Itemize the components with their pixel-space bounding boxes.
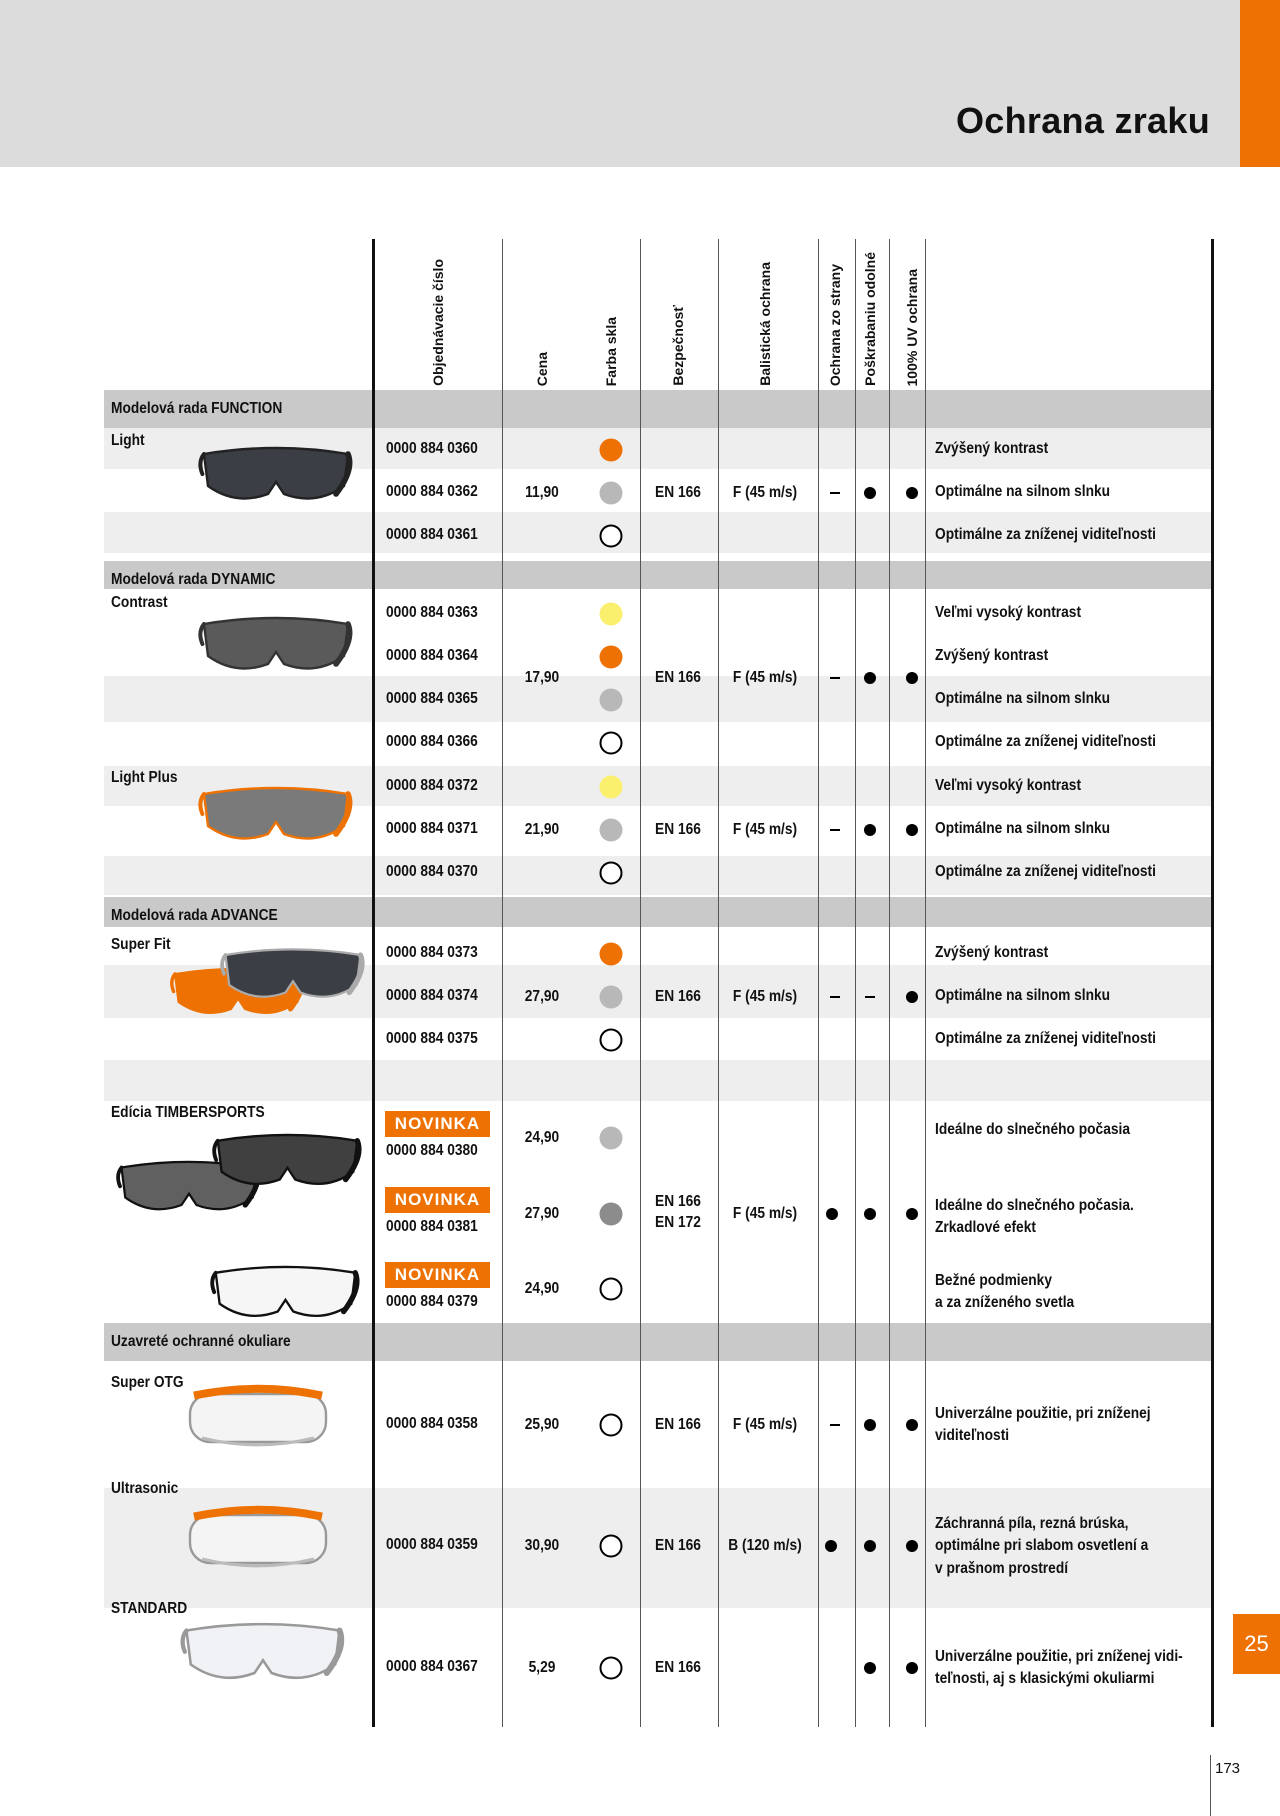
variant-description: Optimálne na silnom slnku bbox=[935, 483, 1111, 500]
novinka-badge: NOVINKA bbox=[385, 1111, 490, 1137]
column-header-label: Farba skla bbox=[603, 316, 619, 386]
safety-standard: EN 166 bbox=[655, 1659, 701, 1676]
lens-color-clear bbox=[600, 1414, 623, 1437]
feature-bullet bbox=[906, 1208, 918, 1220]
lens-color-gray bbox=[600, 986, 623, 1009]
order-number: 0000 884 0380 bbox=[386, 1142, 478, 1159]
feature-bullet bbox=[906, 991, 918, 1003]
page-title: Ochrana zraku bbox=[955, 100, 1210, 141]
order-number: 0000 884 0373 bbox=[386, 944, 478, 961]
lens-color-clear bbox=[600, 1278, 623, 1301]
glasses-timbersports-clear-image bbox=[208, 1252, 363, 1340]
product-name: Contrast bbox=[111, 594, 168, 611]
variant-description: Optimálne za zníženej viditeľnosti bbox=[935, 863, 1156, 880]
feature-dash bbox=[830, 677, 840, 679]
column-header bbox=[670, 305, 686, 386]
page-number-divider bbox=[1210, 1755, 1211, 1816]
order-number: 0000 884 0374 bbox=[386, 987, 478, 1004]
column-header-label: Balistická ochrana bbox=[757, 262, 773, 386]
lens-color-clear bbox=[600, 732, 623, 755]
feature-bullet bbox=[825, 1540, 837, 1552]
feature-bullet bbox=[864, 824, 876, 836]
safety-standard: EN 166 EN 172 bbox=[655, 1193, 701, 1231]
feature-bullet bbox=[864, 1419, 876, 1431]
column-header bbox=[827, 264, 843, 386]
column-rule bbox=[925, 239, 926, 1727]
price: 21,90 bbox=[524, 821, 560, 838]
variant-description: Zvýšený kontrast bbox=[935, 440, 1049, 457]
lens-color-yellow bbox=[600, 603, 623, 626]
variant-description: Zvýšený kontrast bbox=[935, 647, 1049, 664]
product-name: Light Plus bbox=[111, 769, 178, 786]
lens-color-darkgray bbox=[600, 1203, 623, 1226]
feature-bullet bbox=[906, 1419, 918, 1431]
order-number: 0000 884 0381 bbox=[386, 1218, 478, 1235]
order-number: 0000 884 0360 bbox=[386, 440, 478, 457]
column-header-label: 100% UV ochrana bbox=[904, 268, 920, 386]
column-rule bbox=[818, 239, 819, 1727]
column-header-label: Cena bbox=[534, 351, 550, 386]
order-number: 0000 884 0366 bbox=[386, 733, 478, 750]
lens-color-yellow bbox=[600, 776, 623, 799]
product-name: Edícia TIMBERSPORTS bbox=[111, 1104, 265, 1121]
order-number: 0000 884 0365 bbox=[386, 690, 478, 707]
order-number: 0000 884 0362 bbox=[386, 483, 478, 500]
price: 27,90 bbox=[524, 1205, 560, 1222]
lens-color-orange bbox=[600, 943, 623, 966]
price: 5,29 bbox=[528, 1659, 556, 1676]
ballistic-protection: F (45 m/s) bbox=[732, 988, 798, 1005]
glasses-standard-image bbox=[178, 1610, 348, 1702]
variant-description: Bežné podmienky a za zníženého svetla bbox=[935, 1272, 1075, 1312]
variant-description: Optimálne na silnom slnku bbox=[935, 820, 1111, 837]
column-header-label: Bezpečnosť bbox=[670, 305, 686, 386]
glasses-super-fit-gray-image bbox=[218, 930, 368, 1025]
variant-description: Optimálne za zníženej viditeľnosti bbox=[935, 526, 1156, 543]
column-headers bbox=[0, 232, 1280, 392]
feature-dash bbox=[865, 996, 875, 998]
zebra-row bbox=[104, 1060, 1212, 1101]
column-rule bbox=[855, 239, 856, 1727]
column-rule bbox=[1211, 239, 1214, 1727]
product-name: Light bbox=[111, 432, 145, 449]
product-description: Univerzálne použitie, pri zníženej vidi- teľnosti, aj s klasickými okuliarmi bbox=[935, 1648, 1183, 1688]
product-description: Záchranná píla, rezná brúska, optimálne pri slabom osvetlení a v prašnom prostredí bbox=[935, 1515, 1149, 1577]
lens-color-gray bbox=[600, 689, 623, 712]
glasses-timbersports-dark-image bbox=[210, 1120, 365, 1208]
column-header bbox=[534, 352, 550, 386]
order-number: 0000 884 0364 bbox=[386, 647, 478, 664]
order-number: 0000 884 0370 bbox=[386, 863, 478, 880]
product-name: Ultrasonic bbox=[111, 1480, 179, 1497]
lens-color-clear bbox=[600, 525, 623, 548]
product-name: Super Fit bbox=[111, 936, 171, 953]
product-description: Univerzálne použitie, pri zníženej viditeľnosti bbox=[935, 1405, 1151, 1445]
feature-bullet bbox=[906, 1662, 918, 1674]
order-number: 0000 884 0358 bbox=[386, 1415, 478, 1432]
feature-dash bbox=[830, 829, 840, 831]
safety-standard: EN 166 bbox=[655, 1537, 701, 1554]
order-number: 0000 884 0361 bbox=[386, 526, 478, 543]
section-number-badge: 25 bbox=[1233, 1614, 1280, 1674]
price: 17,90 bbox=[524, 669, 560, 686]
ballistic-protection: F (45 m/s) bbox=[732, 669, 798, 686]
goggles-ultrasonic-image bbox=[178, 1494, 338, 1584]
safety-standard: EN 166 bbox=[655, 1416, 701, 1433]
column-rule bbox=[889, 239, 890, 1727]
column-rule bbox=[502, 239, 503, 1727]
feature-bullet bbox=[864, 1208, 876, 1220]
feature-bullet bbox=[864, 1662, 876, 1674]
ballistic-protection: F (45 m/s) bbox=[732, 1416, 798, 1433]
feature-bullet bbox=[906, 1540, 918, 1552]
column-header-label: Ochrana zo strany bbox=[827, 263, 843, 386]
product-name: Super OTG bbox=[111, 1374, 184, 1391]
order-number: 0000 884 0379 bbox=[386, 1293, 478, 1310]
section-title: Modelová rada DYNAMIC bbox=[111, 571, 276, 588]
column-header bbox=[430, 259, 446, 386]
goggles-super-otg-image bbox=[178, 1373, 338, 1463]
order-number: 0000 884 0371 bbox=[386, 820, 478, 837]
variant-description: Veľmi vysoký kontrast bbox=[935, 604, 1082, 621]
glasses-contrast-image bbox=[196, 604, 356, 692]
variant-description: Optimálne na silnom slnku bbox=[935, 690, 1111, 707]
glasses-light-image bbox=[196, 438, 356, 518]
column-rule bbox=[372, 239, 375, 1727]
feature-bullet bbox=[864, 487, 876, 499]
feature-bullet bbox=[906, 672, 918, 684]
price: 25,90 bbox=[524, 1416, 560, 1433]
variant-description: Veľmi vysoký kontrast bbox=[935, 777, 1082, 794]
variant-description: Optimálne na silnom slnku bbox=[935, 987, 1111, 1004]
feature-bullet bbox=[906, 487, 918, 499]
safety-standard: EN 166 bbox=[655, 484, 701, 501]
lens-color-clear bbox=[600, 1029, 623, 1052]
product-name: STANDARD bbox=[111, 1600, 188, 1617]
column-header bbox=[862, 252, 878, 386]
price: 27,90 bbox=[524, 988, 560, 1005]
lens-color-clear bbox=[600, 1535, 623, 1558]
novinka-badge: NOVINKA bbox=[385, 1262, 490, 1288]
feature-bullet bbox=[864, 672, 876, 684]
column-header bbox=[757, 262, 773, 386]
section-title: Modelová rada ADVANCE bbox=[111, 907, 278, 924]
lens-color-orange bbox=[600, 646, 623, 669]
lens-color-orange bbox=[600, 439, 623, 462]
ballistic-protection: F (45 m/s) bbox=[732, 1205, 798, 1222]
variant-description: Optimálne za zníženej viditeľnosti bbox=[935, 733, 1156, 750]
variant-description: Ideálne do slnečného počasia. Zrkadlové efekt bbox=[935, 1197, 1134, 1237]
order-number: 0000 884 0367 bbox=[386, 1658, 478, 1675]
section-title: Modelová rada FUNCTION bbox=[111, 400, 283, 417]
section-title: Uzavreté ochranné okuliare bbox=[111, 1333, 291, 1350]
feature-bullet bbox=[864, 1540, 876, 1552]
order-number: 0000 884 0359 bbox=[386, 1536, 478, 1553]
price: 11,90 bbox=[525, 484, 559, 501]
feature-dash bbox=[830, 492, 840, 494]
price: 24,90 bbox=[524, 1129, 560, 1146]
lens-color-gray bbox=[600, 1127, 623, 1150]
price: 30,90 bbox=[524, 1537, 560, 1554]
column-header-label: Poškrabaniu odolné bbox=[862, 252, 878, 386]
order-number: 0000 884 0375 bbox=[386, 1030, 478, 1047]
lens-color-gray bbox=[600, 482, 623, 505]
order-number: 0000 884 0372 bbox=[386, 777, 478, 794]
page-number: 173 bbox=[1215, 1760, 1241, 1777]
feature-dash bbox=[830, 1424, 840, 1426]
safety-standard: EN 166 bbox=[655, 988, 701, 1005]
safety-standard: EN 166 bbox=[655, 821, 701, 838]
variant-description: Optimálne za zníženej viditeľnosti bbox=[935, 1030, 1156, 1047]
column-rule bbox=[718, 239, 719, 1727]
ballistic-protection: F (45 m/s) bbox=[732, 821, 798, 838]
lens-color-clear bbox=[600, 862, 623, 885]
lens-color-gray bbox=[600, 819, 623, 842]
novinka-badge: NOVINKA bbox=[385, 1187, 490, 1213]
column-header bbox=[603, 317, 619, 386]
glasses-light-plus-image bbox=[196, 772, 356, 864]
variant-description: Ideálne do slnečného počasia bbox=[935, 1121, 1130, 1138]
order-number: 0000 884 0363 bbox=[386, 604, 478, 621]
feature-dash bbox=[830, 996, 840, 998]
feature-bullet bbox=[906, 824, 918, 836]
column-header-label: Objednávacie číslo bbox=[430, 259, 446, 386]
ballistic-protection: F (45 m/s) bbox=[732, 484, 798, 501]
lens-color-clear bbox=[600, 1657, 623, 1680]
safety-standard: EN 166 bbox=[655, 669, 701, 686]
column-rule bbox=[640, 239, 641, 1727]
column-header bbox=[904, 269, 920, 387]
price: 24,90 bbox=[524, 1280, 560, 1297]
ballistic-protection: B (120 m/s) bbox=[728, 1537, 802, 1554]
variant-description: Zvýšený kontrast bbox=[935, 944, 1049, 961]
feature-bullet bbox=[826, 1208, 838, 1220]
